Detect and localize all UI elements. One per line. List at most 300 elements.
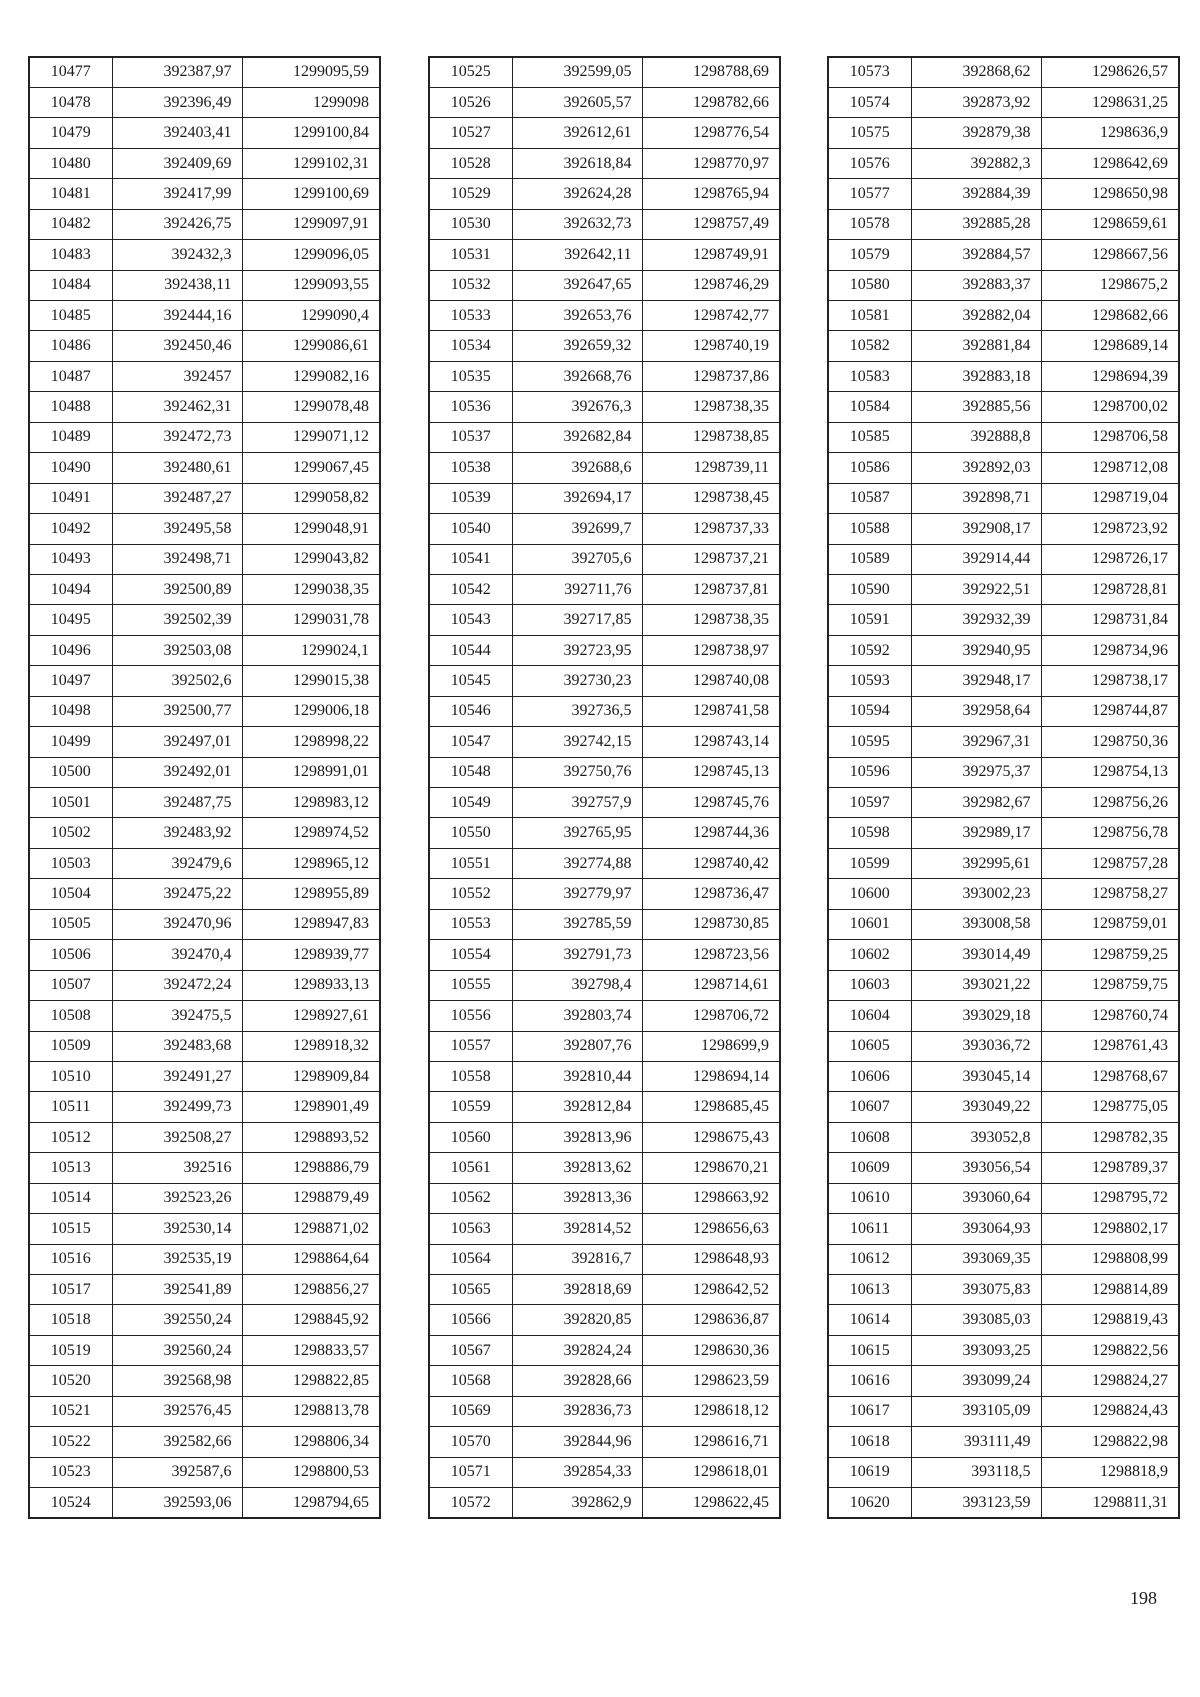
x-coordinate-cell: 392479,6 <box>112 848 242 878</box>
x-coordinate-cell: 392576,45 <box>112 1396 242 1426</box>
point-number-cell: 10610 <box>828 1183 911 1213</box>
x-coordinate-cell: 392898,71 <box>911 483 1041 513</box>
point-number-cell: 10608 <box>828 1122 911 1152</box>
table-row <box>828 331 1179 361</box>
table-row <box>828 818 1179 848</box>
x-coordinate-cell: 392694,17 <box>512 483 642 513</box>
x-coordinate-cell: 393064,93 <box>911 1214 1041 1244</box>
y-coordinate-cell: 1299078,48 <box>242 392 380 422</box>
x-coordinate-cell: 392387,97 <box>112 57 242 87</box>
table-row <box>429 757 780 787</box>
x-coordinate-cell: 392888,8 <box>911 422 1041 452</box>
table-row <box>429 1122 780 1152</box>
y-coordinate-cell: 1298730,85 <box>642 909 780 939</box>
point-number-cell: 10520 <box>29 1366 112 1396</box>
point-number-cell: 10482 <box>29 209 112 239</box>
point-number-cell: 10528 <box>429 148 512 178</box>
y-coordinate-cell: 1298618,01 <box>642 1457 780 1487</box>
table-row <box>429 1488 780 1518</box>
x-coordinate-cell: 393118,5 <box>911 1457 1041 1487</box>
x-coordinate-cell: 392884,57 <box>911 240 1041 270</box>
y-coordinate-cell: 1298879,49 <box>242 1183 380 1213</box>
x-coordinate-cell: 392487,75 <box>112 788 242 818</box>
x-coordinate-cell: 392500,89 <box>112 574 242 604</box>
x-coordinate-cell: 393105,09 <box>911 1396 1041 1426</box>
table-row <box>29 1001 380 1031</box>
point-number-cell: 10559 <box>429 1092 512 1122</box>
table-row <box>828 1305 1179 1335</box>
x-coordinate-cell: 392417,99 <box>112 179 242 209</box>
table-row <box>429 1427 780 1457</box>
x-coordinate-cell: 392824,24 <box>512 1335 642 1365</box>
y-coordinate-cell: 1298719,04 <box>1041 483 1179 513</box>
table-row <box>29 1335 380 1365</box>
table-row <box>429 605 780 635</box>
point-number-cell: 10546 <box>429 696 512 726</box>
point-number-cell: 10544 <box>429 635 512 665</box>
x-coordinate-cell: 392932,39 <box>911 605 1041 635</box>
y-coordinate-cell: 1298818,9 <box>1041 1457 1179 1487</box>
y-coordinate-cell: 1298623,59 <box>642 1366 780 1396</box>
x-coordinate-cell: 392879,38 <box>911 118 1041 148</box>
x-coordinate-cell: 393056,54 <box>911 1153 1041 1183</box>
table-row <box>29 87 380 117</box>
x-coordinate-cell: 392462,31 <box>112 392 242 422</box>
coordinate-table-1 <box>28 56 381 1519</box>
coordinate-table-2 <box>428 56 781 1519</box>
point-number-cell: 10599 <box>828 848 911 878</box>
table-row <box>429 1457 780 1487</box>
point-number-cell: 10497 <box>29 666 112 696</box>
x-coordinate-cell: 392647,65 <box>512 270 642 300</box>
point-number-cell: 10569 <box>429 1396 512 1426</box>
point-number-cell: 10511 <box>29 1092 112 1122</box>
point-number-cell: 10536 <box>429 392 512 422</box>
x-coordinate-cell: 392862,9 <box>512 1488 642 1518</box>
point-number-cell: 10503 <box>29 848 112 878</box>
table-row <box>429 788 780 818</box>
y-coordinate-cell: 1299090,4 <box>242 301 380 331</box>
y-coordinate-cell: 1298731,84 <box>1041 605 1179 635</box>
point-number-cell: 10557 <box>429 1031 512 1061</box>
y-coordinate-cell: 1298728,81 <box>1041 574 1179 604</box>
y-coordinate-cell: 1299095,59 <box>242 57 380 87</box>
point-number-cell: 10580 <box>828 270 911 300</box>
y-coordinate-cell: 1298845,92 <box>242 1305 380 1335</box>
table-row <box>429 57 780 87</box>
point-number-cell: 10619 <box>828 1457 911 1487</box>
y-coordinate-cell: 1298631,25 <box>1041 87 1179 117</box>
y-coordinate-cell: 1298789,37 <box>1041 1153 1179 1183</box>
point-number-cell: 10542 <box>429 574 512 604</box>
table-row <box>429 1305 780 1335</box>
y-coordinate-cell: 1298814,89 <box>1041 1275 1179 1305</box>
y-coordinate-cell: 1298782,35 <box>1041 1122 1179 1152</box>
table-row <box>429 1092 780 1122</box>
point-number-cell: 10613 <box>828 1275 911 1305</box>
table-row <box>29 118 380 148</box>
y-coordinate-cell: 1298670,21 <box>642 1153 780 1183</box>
point-number-cell: 10556 <box>429 1001 512 1031</box>
x-coordinate-cell: 392409,69 <box>112 148 242 178</box>
table-row <box>828 118 1179 148</box>
table-row <box>429 240 780 270</box>
x-coordinate-cell: 392967,31 <box>911 727 1041 757</box>
table-row <box>828 1457 1179 1487</box>
point-number-cell: 10537 <box>429 422 512 452</box>
x-coordinate-cell: 392882,3 <box>911 148 1041 178</box>
x-coordinate-cell: 392587,6 <box>112 1457 242 1487</box>
y-coordinate-cell: 1299024,1 <box>242 635 380 665</box>
table-row <box>828 1153 1179 1183</box>
table-row <box>29 1214 380 1244</box>
table-row <box>828 605 1179 635</box>
table-row <box>29 1275 380 1305</box>
x-coordinate-cell: 393021,22 <box>911 970 1041 1000</box>
y-coordinate-cell: 1298699,9 <box>642 1031 780 1061</box>
y-coordinate-cell: 1299082,16 <box>242 361 380 391</box>
y-coordinate-cell: 1298754,13 <box>1041 757 1179 787</box>
point-number-cell: 10578 <box>828 209 911 239</box>
table-row <box>29 1183 380 1213</box>
y-coordinate-cell: 1298737,21 <box>642 544 780 574</box>
table-row <box>429 1335 780 1365</box>
y-coordinate-cell: 1298745,76 <box>642 788 780 818</box>
table-row <box>29 453 380 483</box>
y-coordinate-cell: 1298759,75 <box>1041 970 1179 1000</box>
y-coordinate-cell: 1298819,43 <box>1041 1305 1179 1335</box>
y-coordinate-cell: 1298749,91 <box>642 240 780 270</box>
table-row <box>29 940 380 970</box>
point-number-cell: 10616 <box>828 1366 911 1396</box>
point-number-cell: 10567 <box>429 1335 512 1365</box>
table-row <box>29 1427 380 1457</box>
y-coordinate-cell: 1299038,35 <box>242 574 380 604</box>
y-coordinate-cell: 1298813,78 <box>242 1396 380 1426</box>
x-coordinate-cell: 392426,75 <box>112 209 242 239</box>
point-number-cell: 10611 <box>828 1214 911 1244</box>
table-row <box>828 727 1179 757</box>
x-coordinate-cell: 392813,62 <box>512 1153 642 1183</box>
table-row <box>828 1122 1179 1152</box>
table-row <box>828 1214 1179 1244</box>
point-number-cell: 10496 <box>29 635 112 665</box>
y-coordinate-cell: 1299048,91 <box>242 514 380 544</box>
table-row <box>429 666 780 696</box>
table-row <box>429 270 780 300</box>
x-coordinate-cell: 392813,96 <box>512 1122 642 1152</box>
x-coordinate-cell: 392444,16 <box>112 301 242 331</box>
x-coordinate-cell: 392958,64 <box>911 696 1041 726</box>
x-coordinate-cell: 392470,96 <box>112 909 242 939</box>
table-row <box>29 1488 380 1518</box>
point-number-cell: 10509 <box>29 1031 112 1061</box>
x-coordinate-cell: 392483,68 <box>112 1031 242 1061</box>
x-coordinate-cell: 392736,5 <box>512 696 642 726</box>
point-number-cell: 10572 <box>429 1488 512 1518</box>
x-coordinate-cell: 393111,49 <box>911 1427 1041 1457</box>
table-row <box>429 331 780 361</box>
y-coordinate-cell: 1298622,45 <box>642 1488 780 1518</box>
point-number-cell: 10577 <box>828 179 911 209</box>
y-coordinate-cell: 1298694,39 <box>1041 361 1179 391</box>
point-number-cell: 10612 <box>828 1244 911 1274</box>
point-number-cell: 10484 <box>29 270 112 300</box>
y-coordinate-cell: 1298765,94 <box>642 179 780 209</box>
table-row <box>429 1183 780 1213</box>
point-number-cell: 10541 <box>429 544 512 574</box>
y-coordinate-cell: 1298736,47 <box>642 879 780 909</box>
point-number-cell: 10596 <box>828 757 911 787</box>
point-number-cell: 10540 <box>429 514 512 544</box>
point-number-cell: 10555 <box>429 970 512 1000</box>
y-coordinate-cell: 1298743,14 <box>642 727 780 757</box>
table-row <box>29 422 380 452</box>
y-coordinate-cell: 1298856,27 <box>242 1275 380 1305</box>
point-number-cell: 10570 <box>429 1427 512 1457</box>
table-row <box>828 57 1179 87</box>
point-number-cell: 10521 <box>29 1396 112 1426</box>
x-coordinate-cell: 393060,64 <box>911 1183 1041 1213</box>
y-coordinate-cell: 1298947,83 <box>242 909 380 939</box>
point-number-cell: 10593 <box>828 666 911 696</box>
y-coordinate-cell: 1298759,25 <box>1041 940 1179 970</box>
point-number-cell: 10481 <box>29 179 112 209</box>
y-coordinate-cell: 1299096,05 <box>242 240 380 270</box>
point-number-cell: 10584 <box>828 392 911 422</box>
point-number-cell: 10587 <box>828 483 911 513</box>
point-number-cell: 10571 <box>429 1457 512 1487</box>
point-number-cell: 10574 <box>828 87 911 117</box>
table-row <box>29 666 380 696</box>
y-coordinate-cell: 1298726,17 <box>1041 544 1179 574</box>
y-coordinate-cell: 1298909,84 <box>242 1061 380 1091</box>
point-number-cell: 10538 <box>429 453 512 483</box>
y-coordinate-cell: 1298742,77 <box>642 301 780 331</box>
table-row <box>29 544 380 574</box>
point-number-cell: 10524 <box>29 1488 112 1518</box>
point-number-cell: 10594 <box>828 696 911 726</box>
y-coordinate-cell: 1298756,78 <box>1041 818 1179 848</box>
table-row <box>29 148 380 178</box>
x-coordinate-cell: 392816,7 <box>512 1244 642 1274</box>
point-number-cell: 10504 <box>29 879 112 909</box>
point-number-cell: 10590 <box>828 574 911 604</box>
x-coordinate-cell: 392475,5 <box>112 1001 242 1031</box>
x-coordinate-cell: 393085,03 <box>911 1305 1041 1335</box>
point-number-cell: 10603 <box>828 970 911 1000</box>
x-coordinate-cell: 392450,46 <box>112 331 242 361</box>
table-row <box>828 757 1179 787</box>
point-number-cell: 10561 <box>429 1153 512 1183</box>
table-row <box>29 392 380 422</box>
point-number-cell: 10514 <box>29 1183 112 1213</box>
table-row <box>828 209 1179 239</box>
table-row <box>29 483 380 513</box>
point-number-cell: 10534 <box>429 331 512 361</box>
point-number-cell: 10583 <box>828 361 911 391</box>
table-row <box>429 574 780 604</box>
table-row <box>429 635 780 665</box>
point-number-cell: 10489 <box>29 422 112 452</box>
y-coordinate-cell: 1299102,31 <box>242 148 380 178</box>
x-coordinate-cell: 393014,49 <box>911 940 1041 970</box>
x-coordinate-cell: 392699,7 <box>512 514 642 544</box>
point-number-cell: 10529 <box>429 179 512 209</box>
x-coordinate-cell: 392624,28 <box>512 179 642 209</box>
point-number-cell: 10617 <box>828 1396 911 1426</box>
x-coordinate-cell: 392717,85 <box>512 605 642 635</box>
table-row <box>429 87 780 117</box>
point-number-cell: 10510 <box>29 1061 112 1091</box>
x-coordinate-cell: 393049,22 <box>911 1092 1041 1122</box>
table-row <box>29 848 380 878</box>
point-number-cell: 10607 <box>828 1092 911 1122</box>
x-coordinate-cell: 392438,11 <box>112 270 242 300</box>
x-coordinate-cell: 392873,92 <box>911 87 1041 117</box>
x-coordinate-cell: 392882,04 <box>911 301 1041 331</box>
x-coordinate-cell: 392659,32 <box>512 331 642 361</box>
table-row <box>29 757 380 787</box>
x-coordinate-cell: 392885,56 <box>911 392 1041 422</box>
y-coordinate-cell: 1298740,08 <box>642 666 780 696</box>
x-coordinate-cell: 392492,01 <box>112 757 242 787</box>
point-number-cell: 10615 <box>828 1335 911 1365</box>
x-coordinate-cell: 392948,17 <box>911 666 1041 696</box>
point-number-cell: 10490 <box>29 453 112 483</box>
x-coordinate-cell: 392605,57 <box>512 87 642 117</box>
x-coordinate-cell: 392682,84 <box>512 422 642 452</box>
table-row <box>429 940 780 970</box>
x-coordinate-cell: 392432,3 <box>112 240 242 270</box>
point-number-cell: 10531 <box>429 240 512 270</box>
table-row <box>828 1488 1179 1518</box>
y-coordinate-cell: 1298685,45 <box>642 1092 780 1122</box>
x-coordinate-cell: 392560,24 <box>112 1335 242 1365</box>
y-coordinate-cell: 1298706,72 <box>642 1001 780 1031</box>
table-row <box>828 970 1179 1000</box>
y-coordinate-cell: 1298667,56 <box>1041 240 1179 270</box>
x-coordinate-cell: 392820,85 <box>512 1305 642 1335</box>
x-coordinate-cell: 392668,76 <box>512 361 642 391</box>
x-coordinate-cell: 392810,44 <box>512 1061 642 1091</box>
table-row <box>429 544 780 574</box>
x-coordinate-cell: 392940,95 <box>911 635 1041 665</box>
table-row <box>429 422 780 452</box>
point-number-cell: 10601 <box>828 909 911 939</box>
y-coordinate-cell: 1298738,35 <box>642 605 780 635</box>
point-number-cell: 10479 <box>29 118 112 148</box>
y-coordinate-cell: 1298759,01 <box>1041 909 1179 939</box>
table-row <box>29 1153 380 1183</box>
x-coordinate-cell: 392914,44 <box>911 544 1041 574</box>
x-coordinate-cell: 392502,6 <box>112 666 242 696</box>
point-number-cell: 10508 <box>29 1001 112 1031</box>
table-row <box>828 1275 1179 1305</box>
table-row <box>429 453 780 483</box>
x-coordinate-cell: 392908,17 <box>911 514 1041 544</box>
x-coordinate-cell: 392884,39 <box>911 179 1041 209</box>
y-coordinate-cell: 1298800,53 <box>242 1457 380 1487</box>
table-row <box>29 209 380 239</box>
y-coordinate-cell: 1298642,52 <box>642 1275 780 1305</box>
table-row <box>828 1396 1179 1426</box>
y-coordinate-cell: 1298712,08 <box>1041 453 1179 483</box>
point-number-cell: 10485 <box>29 301 112 331</box>
table-row <box>828 1092 1179 1122</box>
y-coordinate-cell: 1298824,43 <box>1041 1396 1179 1426</box>
table-row <box>828 574 1179 604</box>
x-coordinate-cell: 392483,92 <box>112 818 242 848</box>
y-coordinate-cell: 1298740,19 <box>642 331 780 361</box>
table-row <box>429 1153 780 1183</box>
y-coordinate-cell: 1298738,17 <box>1041 666 1179 696</box>
table-row <box>828 514 1179 544</box>
y-coordinate-cell: 1298744,87 <box>1041 696 1179 726</box>
table-row <box>429 361 780 391</box>
y-coordinate-cell: 1298918,32 <box>242 1031 380 1061</box>
x-coordinate-cell: 392396,49 <box>112 87 242 117</box>
y-coordinate-cell: 1298626,57 <box>1041 57 1179 87</box>
y-coordinate-cell: 1298738,45 <box>642 483 780 513</box>
point-number-cell: 10495 <box>29 605 112 635</box>
y-coordinate-cell: 1298737,81 <box>642 574 780 604</box>
point-number-cell: 10554 <box>429 940 512 970</box>
point-number-cell: 10566 <box>429 1305 512 1335</box>
y-coordinate-cell: 1299086,61 <box>242 331 380 361</box>
y-coordinate-cell: 1298991,01 <box>242 757 380 787</box>
point-number-cell: 10568 <box>429 1366 512 1396</box>
y-coordinate-cell: 1298636,87 <box>642 1305 780 1335</box>
point-number-cell: 10499 <box>29 727 112 757</box>
x-coordinate-cell: 392803,74 <box>512 1001 642 1031</box>
x-coordinate-cell: 393045,14 <box>911 1061 1041 1091</box>
x-coordinate-cell: 393052,8 <box>911 1122 1041 1152</box>
point-number-cell: 10494 <box>29 574 112 604</box>
point-number-cell: 10562 <box>429 1183 512 1213</box>
y-coordinate-cell: 1299043,82 <box>242 544 380 574</box>
point-number-cell: 10549 <box>429 788 512 818</box>
table-row <box>29 1457 380 1487</box>
table-row <box>29 57 380 87</box>
x-coordinate-cell: 392470,4 <box>112 940 242 970</box>
table-row <box>828 1427 1179 1457</box>
point-number-cell: 10532 <box>429 270 512 300</box>
x-coordinate-cell: 392618,84 <box>512 148 642 178</box>
x-coordinate-cell: 392881,84 <box>911 331 1041 361</box>
table-row <box>828 666 1179 696</box>
table-row <box>429 1244 780 1274</box>
y-coordinate-cell: 1298744,36 <box>642 818 780 848</box>
table-row <box>828 1183 1179 1213</box>
table-row <box>828 788 1179 818</box>
y-coordinate-cell: 1298782,66 <box>642 87 780 117</box>
table-row <box>828 848 1179 878</box>
y-coordinate-cell: 1299071,12 <box>242 422 380 452</box>
point-number-cell: 10505 <box>29 909 112 939</box>
point-number-cell: 10506 <box>29 940 112 970</box>
y-coordinate-cell: 1298758,27 <box>1041 879 1179 909</box>
x-coordinate-cell: 392480,61 <box>112 453 242 483</box>
table-row <box>29 240 380 270</box>
y-coordinate-cell: 1299100,84 <box>242 118 380 148</box>
table-row <box>29 1244 380 1274</box>
x-coordinate-cell: 392472,73 <box>112 422 242 452</box>
y-coordinate-cell: 1298737,33 <box>642 514 780 544</box>
x-coordinate-cell: 392742,15 <box>512 727 642 757</box>
table-row <box>828 422 1179 452</box>
table-row <box>828 635 1179 665</box>
